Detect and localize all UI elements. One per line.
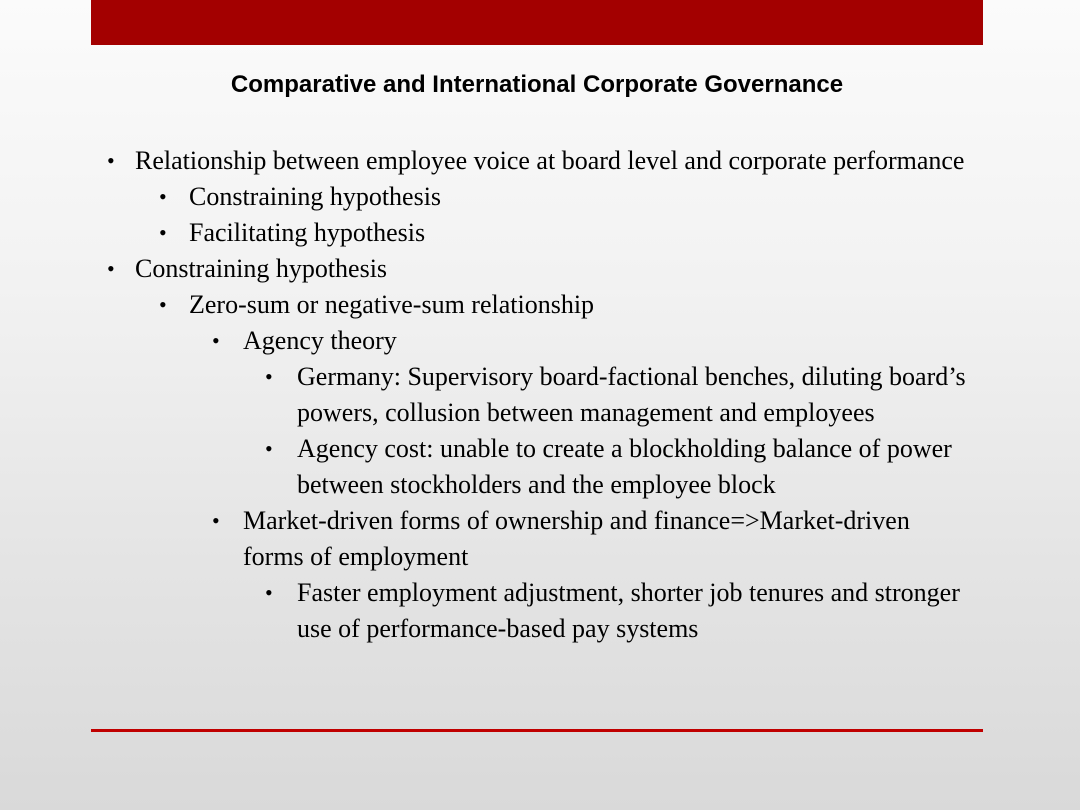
bullet-item [0, 179, 969, 215]
bullet-text: Germany: Supervisory board-factional benches, diluting board’s powers, collusion between management and employees [297, 362, 966, 427]
bullet-item [0, 503, 953, 575]
bullet-item [0, 287, 969, 323]
bullet-list [0, 143, 1080, 647]
bullet-item [0, 143, 965, 179]
bullet-dot-icon: • [265, 580, 273, 605]
bullet-item [0, 215, 969, 251]
bullet-dot-icon: • [265, 364, 273, 389]
footer-divider-line [91, 729, 983, 732]
bullet-dot-icon: • [265, 436, 273, 461]
bullet-text: Market-driven forms of ownership and finance=>Market-driven forms of employment [243, 506, 910, 571]
bullet-text: Facilitating hypothesis [189, 218, 426, 247]
bullet-dot-icon: • [212, 508, 220, 533]
bullet-text: Zero-sum or negative-sum relationship [189, 290, 595, 319]
bullet-dot-icon: • [107, 148, 115, 173]
bullet-dot-icon: • [212, 328, 220, 353]
bullet-dot-icon: • [159, 220, 167, 245]
bullet-text: Constraining hypothesis [135, 254, 388, 283]
bullet-text: Constraining hypothesis [189, 182, 442, 211]
slide-title: Comparative and International Corporate Governance [230, 71, 844, 98]
bullet-item [0, 251, 965, 287]
bullet-dot-icon: • [159, 292, 167, 317]
bullet-text: Faster employment adjustment, shorter job tenures and stronger use of performance-based pay systems [297, 578, 960, 643]
bullet-item [0, 359, 987, 431]
bullet-dot-icon: • [107, 256, 115, 281]
header-accent-bar [91, 0, 983, 45]
bullet-item [0, 575, 987, 647]
bullet-item [0, 431, 987, 503]
bullet-dot-icon: • [159, 184, 167, 209]
bullet-text: Agency theory [243, 326, 397, 355]
bullet-item [0, 323, 953, 359]
bullet-text: Relationship between employee voice at board level and corporate performance [135, 146, 965, 175]
bullet-text: Agency cost: unable to create a blockholding balance of power between stockholders and the employee block [297, 434, 952, 499]
